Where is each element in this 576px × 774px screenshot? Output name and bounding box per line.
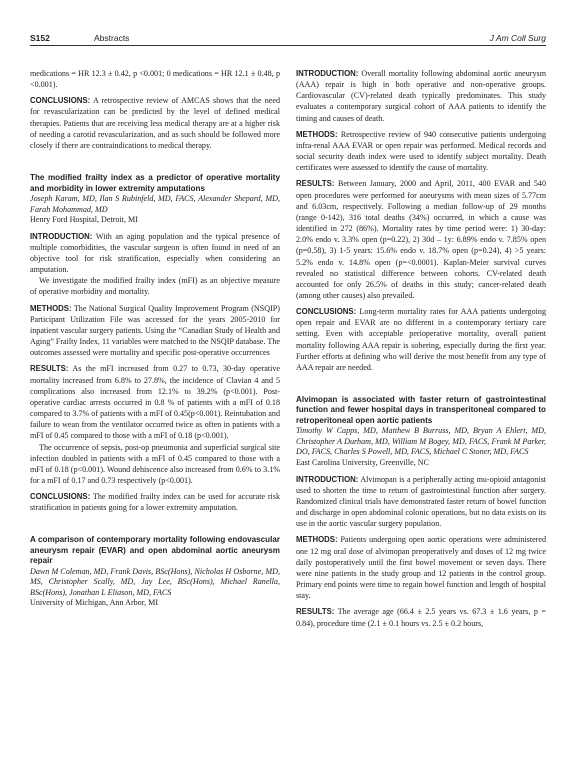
results-paragraph [296,178,546,301]
conclusions-label: CONCLUSIONS: [30,492,91,502]
abstract-authors: Joseph Karam, MD, Ilan S Rubinfeld, MD, FACS, Alexander Shepard, MD, Farah Mohammad, MD [30,193,280,214]
conclusions-paragraph [30,491,280,513]
journal-name: J Am Coll Surg [489,33,546,43]
abstract-aaa-mortality-continued [296,68,546,373]
right-column [296,68,546,629]
results-paragraph-2: The occurrence of sepsis, post-op pneumonia and superficial surgical site infection doubled in patients with a mFI of 0.45 compared to those with a mFI of 0.18 (p<0.001). Wound dehiscence also increased from 0.6% to 3.1% for a mFI of 0.17 and 0.73 respectively (p<0.001). [30,442,280,485]
introduction-paragraph [30,231,280,276]
results-paragraph [296,606,546,628]
methods-text: Patients undergoing open aortic operations were administered one 12 mg oral dose of alvimopan preoperatively and doses of 12 mg twice daily postoperatively until the first bowel movement or seven days. There were nine patients in the study group and 12 patients in the control group. Primary end points were time to regain bowel function and length of hospital stay. [296,535,546,601]
abstract-authors: Dawn M Coleman, MD, Frank Davis, BSc(Hons), Nicholas H Osborne, MD, MS, Christopher Scally, MD, Jay Lee, BSc(Hons), Michael Ranella, BSc(Hons), Jonathan L Eliason, MD, FACS [30,566,280,597]
results-label: RESULTS: [296,179,335,189]
page-number: S152 [30,33,50,43]
conclusions-text: A retrospective review of AMCAS shows that the need for revascularization can be predicted by the level of defined medical therapies. Patients that are receiving less medical therapy are at a higher risk of needing a carotid revascularization, and as such should be followed more closely if there are contraindications to medical therapy. [30,96,281,150]
methods-paragraph [30,303,280,359]
results-label: RESULTS: [30,364,69,374]
header-rule [30,45,546,46]
abstract-authors: Timothy W Capps, MD, Matthew B Burruss, MD, Bryan A Ehlert, MD, Christopher A Durham, MD, William M Bogey, MD, FACS, Frank M Parker, DO, FACS, Charles S Powell, MD, FACS, Michael C Stoner, MD, FACS [296,426,546,457]
results-text: As the mFI increased from 0.27 to 0.73, 30-day operative mortality increased from 6.8% to 27.8%, the incidence of Clavian 4 and 5 complications also increased from 12.1% to 39.2% (p<0.001). Post-operative cardiac arrests occurred in 0.8 % of patients with a mFI of 0.18 compared to 3.7% of patients with a mFI of 0.45(p<0.001). Reintubation and failure to wean from the ventilator occurred twice as often in patients with a mFI of 0.45 compared to those with a mFI of 0.18 (p<0.001). [30,364,280,441]
results-label: RESULTS: [296,607,335,617]
running-header [30,30,546,46]
introduction-paragraph [296,68,546,124]
introduction-label: INTRODUCTION: [296,69,359,78]
abstract-title: A comparison of contemporary mortality following endovascular aneurysm repair (EVAR) and open abdominal aortic aneurysm repair [30,535,280,566]
results-paragraph [30,363,280,441]
conclusions-label: CONCLUSIONS: [30,96,91,106]
results-text: Between January, 2000 and April, 2011, 400 EVAR and 540 open procedures were performed for aneurysms with mean sizes of 5.77cm and 6.03cm, respectively. Following a median follow-up of 29 months (range 0-142), 316 total deaths (34%) occurred, in which a cause was identified in 272 (86%). Mortality rates by time period were: 1) 30-day: 2.0% endo v. 3.3% open (p=0.22), 2) 30d – 1y: 6.89% endo v. 7.85% open (p=0.58), 3) 1-5 years: 15.6% endo v. 18.7% open (p=0.24), 4) >5 years: 5.2% endo v. 14.8% open (p=<0.0001). Kaplan-Meier survival curves revealed no statistical difference between cohorts. CV-related death accounted for only 26.5% of deaths in this study; cancer-related death (among other causes) also prevailed. [296,179,546,300]
methods-label: METHODS: [30,303,72,313]
methods-label: METHODS: [296,535,338,545]
abstract-institution: East Carolina University, Greenville, NC [296,458,429,468]
results-text: The average age (66.4 ± 2.5 years vs. 67.3 ± 1.6 years, p = 0.84), procedure time (2.1 ± 0.1 hours vs. 2.5 ± 0.2 hours, [296,607,546,628]
conclusions-paragraph [296,306,546,373]
left-column [30,68,280,609]
conclusions-paragraph [30,95,280,151]
abstract-frailty-index [30,173,280,513]
methods-text: Retrospective review of 940 consecutive patients undergoing infra-renal AAA EVAR or open repair was performed. Medical records and social security death index were used to identify subject mortality. Death certificates were assessed to identify the cause of mortality. [296,129,546,173]
section-title: Abstracts [94,33,130,43]
abstract-institution: University of Michigan, Ann Arbor, MI [30,598,159,608]
abstract-institution: Henry Ford Hospital, Detroit, MI [30,215,138,225]
abstract-alvimopan [296,395,546,629]
methods-paragraph [296,129,546,174]
introduction-label: INTRODUCTION: [30,231,93,241]
continued-text: medications = HR 12.3 ± 0.42, p <0.001; 0 medications = HR 12.1 ± 0.48, p <0.001). [30,69,280,90]
conclusions-label: CONCLUSIONS: [296,307,357,317]
abstract-aaa-mortality [30,535,280,609]
introduction-text: Alvimopan is a peripherally acting mu-opioid antagonist used to shorten the time to return of gastrointestinal function after surgery. Randomized clinical trials have demonstrated faster return of bowel function and discharge in open abdominal colonic operations, but no data exists on its use in the aortic vascular surgery population. [296,474,546,529]
conclusions-text: The modified frailty index can be used for accurate risk stratification in patients going for a lower extremity amputation. [30,492,280,513]
introduction-text: With an aging population and the typical presence of multiple comorbidities, the vascular surgeon is often found in need of an objective tool for risk stratification, especially when considering an amputation. [30,231,280,275]
introduction-paragraph-2: We investigate the modified frailty index (mFI) as an objective measure of operative morbidity and mortality. [30,276,280,297]
methods-paragraph [296,534,546,601]
introduction-text: Overall mortality following abdominal aortic aneurysm (AAA) repair is high in both operative and non-operative groups. Cardiovascular (CV)-related death typically predominates. This study evaluates a contemporary surgical cohort of AAA patients to identify the timing and causes of death. [296,69,546,123]
abstract-title: Alvimopan is associated with faster return of gastrointestinal function and fewer hospital days in transperitoneal compared to retroperitoneal open aortic patients [296,395,546,425]
introduction-label: INTRODUCTION: [296,474,359,484]
methods-label: METHODS: [296,129,338,139]
abstract-title: The modified frailty index as a predictor of operative mortality and morbidity in lower extremity amputations [30,173,280,193]
introduction-paragraph [296,474,546,530]
conclusions-text: Long-term mortality rates for AAA patients undergoing open repair and EVAR are no different in a contemporary tertiary care setting. Even with acceptable perioperative mortality, overall patient mortality following AAA repair is sobering, especially during the first year. Further efforts at defining who will derive the most benefit from any type of AAA repair are needed. [296,307,546,372]
methods-text: The National Surgical Quality Improvement Program (NSQIP) Participant Utilization File was accessed for the years 2005-2010 for inpatient vascular surgery patients. Using the “Canadian Study of Health and Aging” Frailty Index, 11 variables were matched to the NSQIP database. The outcomes assessed were mortality and specific post-operative occurrences [30,303,280,358]
